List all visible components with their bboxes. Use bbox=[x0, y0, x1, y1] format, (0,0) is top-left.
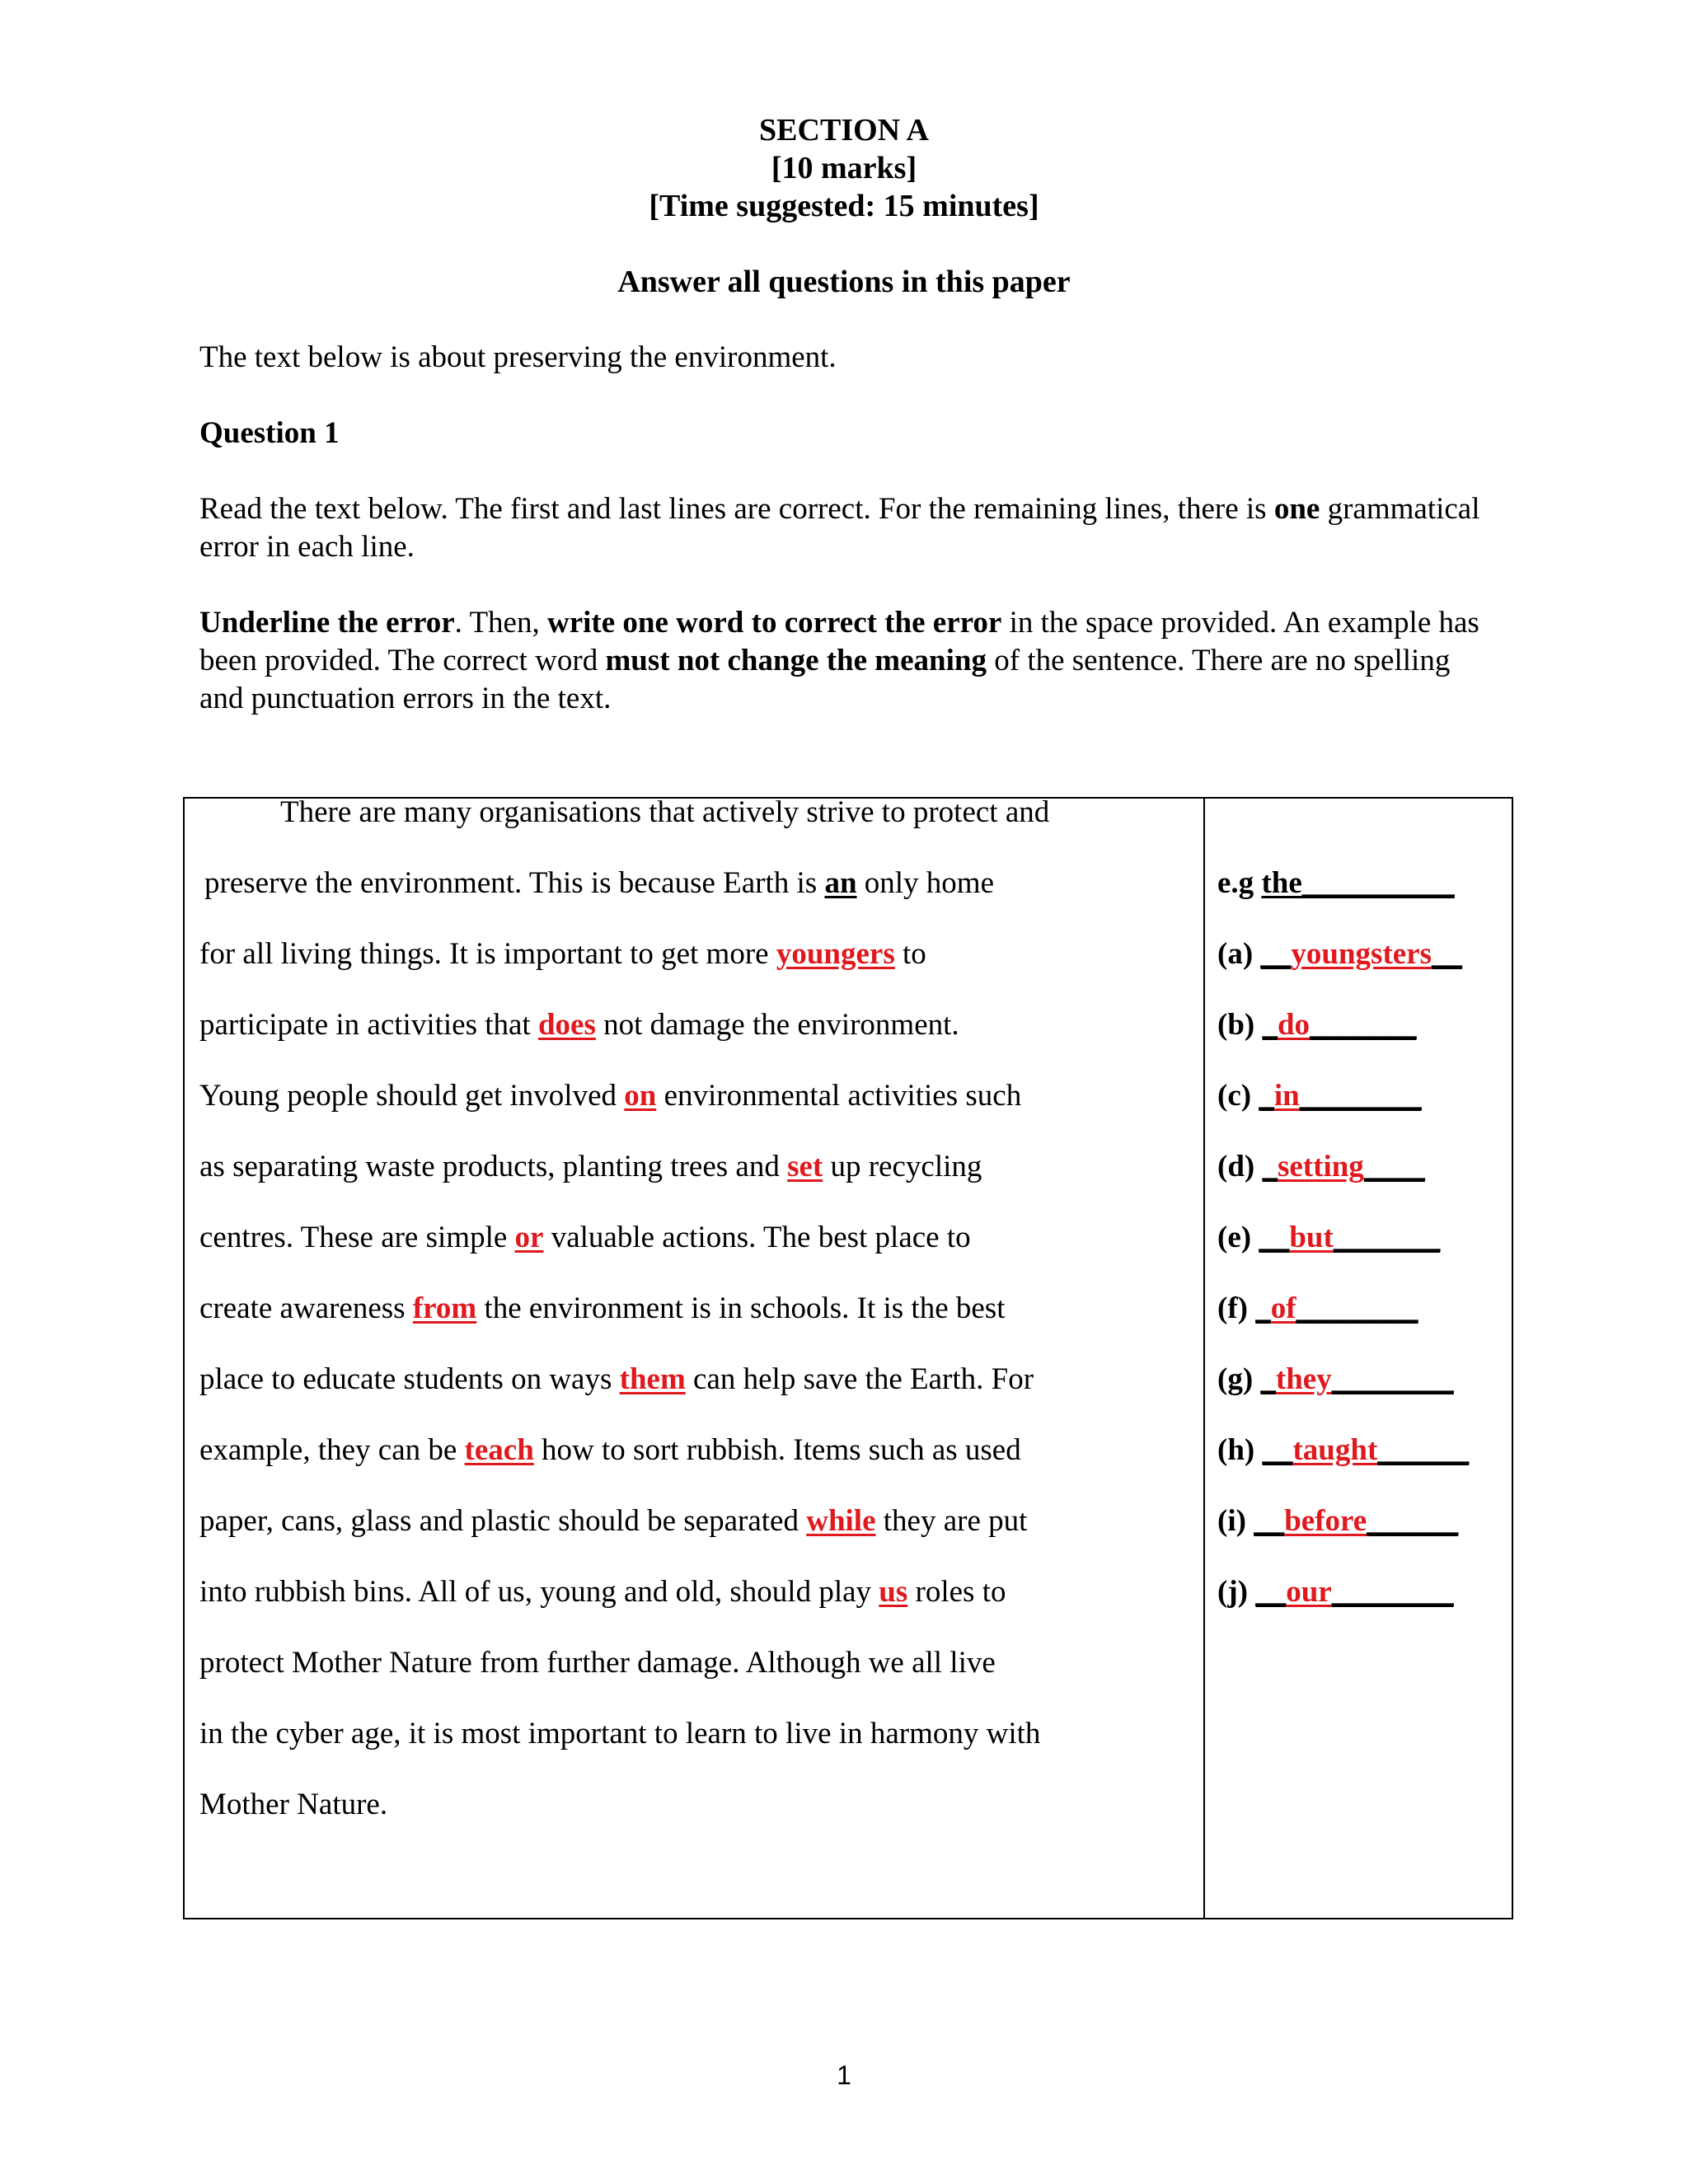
answer-example bbox=[1217, 865, 1455, 902]
instr-text: in the space provided. An example has been provided. The correct word bbox=[199, 606, 1479, 677]
passage-text: can help save the Earth. For bbox=[685, 1362, 1034, 1396]
answer-label: (d) bbox=[1217, 1150, 1263, 1183]
answer-word: setting bbox=[1277, 1150, 1364, 1183]
instr-bold: must not change the meaning bbox=[605, 644, 987, 677]
passage-line-14 bbox=[199, 1715, 1040, 1753]
answer-a bbox=[1217, 935, 1462, 973]
passage-line-13 bbox=[199, 1644, 996, 1682]
passage-text: the environment is in schools. It is the best bbox=[476, 1291, 1006, 1325]
answer-label: e.g bbox=[1217, 866, 1262, 900]
passage-line-12 bbox=[199, 1573, 1006, 1611]
error-word: does bbox=[537, 1008, 596, 1042]
answer-blank: _______ bbox=[1333, 1221, 1441, 1254]
answer-label: (i) bbox=[1217, 1504, 1254, 1538]
answer-word: but bbox=[1289, 1221, 1334, 1254]
passage-text: they are put bbox=[875, 1504, 1028, 1538]
time-suggested: [Time suggested: 15 minutes] bbox=[649, 189, 1039, 223]
answer-blank: __ bbox=[1255, 1575, 1287, 1609]
passage-line-1 bbox=[280, 794, 1049, 832]
passage-text: Mother Nature. bbox=[199, 1788, 388, 1821]
passage-line-9 bbox=[199, 1361, 1034, 1399]
answer-i bbox=[1217, 1502, 1458, 1540]
passage-text: not damage the environment. bbox=[595, 1008, 959, 1042]
passage-text: centres. These are simple bbox=[199, 1221, 515, 1254]
answer-blank: __ bbox=[1259, 1221, 1290, 1254]
answer-blank: ____ bbox=[1363, 1150, 1425, 1183]
answer-label: (j) bbox=[1217, 1575, 1256, 1609]
answer-label: (g) bbox=[1217, 1362, 1261, 1396]
answer-blank: _ bbox=[1255, 1291, 1271, 1325]
answer-label: (e) bbox=[1217, 1221, 1259, 1254]
question-title: Question 1 bbox=[199, 416, 340, 450]
answer-f bbox=[1217, 1290, 1418, 1328]
passage-line-15 bbox=[199, 1786, 387, 1824]
answer-blank: _ bbox=[1260, 1362, 1276, 1396]
passage-line-6 bbox=[199, 1148, 982, 1186]
answer-blank: __ bbox=[1260, 937, 1292, 971]
answer-word: do bbox=[1277, 1008, 1311, 1042]
intro-text: The text below is about preserving the environment. bbox=[199, 340, 837, 374]
passage-line-5 bbox=[199, 1077, 1021, 1115]
answer-label: (h) bbox=[1217, 1433, 1263, 1467]
error-word: from bbox=[412, 1291, 477, 1325]
passage-text: There are many organisations that actively strive to protect and bbox=[280, 795, 1050, 829]
passage-text: place to educate students on ways bbox=[199, 1362, 620, 1396]
passage-text: for all living things. It is important to get more bbox=[199, 937, 776, 971]
passage-text: environmental activities such bbox=[656, 1079, 1022, 1113]
answer-blank: _______ bbox=[1310, 1008, 1417, 1042]
passage-line-7 bbox=[199, 1219, 971, 1257]
answer-blank: __________ bbox=[1301, 866, 1455, 900]
passage-text: valuable actions. The best place to bbox=[543, 1221, 971, 1254]
answer-blank: ________ bbox=[1296, 1291, 1418, 1325]
answer-word: of bbox=[1270, 1291, 1296, 1325]
answer-blank: ______ bbox=[1367, 1504, 1459, 1538]
instr-text: . Then, bbox=[454, 606, 547, 640]
answer-blank: _ bbox=[1262, 1150, 1278, 1183]
marks-label: [10 marks] bbox=[771, 151, 917, 185]
passage-line-2 bbox=[204, 865, 994, 902]
answer-g bbox=[1217, 1361, 1454, 1399]
answer-blank: _ bbox=[1259, 1079, 1274, 1113]
answer-word: they bbox=[1275, 1362, 1332, 1396]
error-word: them bbox=[619, 1362, 686, 1396]
answer-word: the bbox=[1261, 866, 1302, 900]
instr-bold: Underline the error bbox=[199, 606, 455, 640]
instruction-paragraph-1 bbox=[199, 490, 1493, 566]
answer-blank: ________ bbox=[1299, 1079, 1422, 1113]
passage-text: paper, cans, glass and plastic should be separated bbox=[199, 1504, 807, 1538]
instr-text: grammatical error in each line. bbox=[199, 492, 1480, 564]
instr-text: Read the text below. The first and last lines are correct. For the remaining lines, there is bbox=[199, 492, 1274, 526]
answer-h bbox=[1217, 1432, 1469, 1469]
passage-line-10 bbox=[199, 1432, 1021, 1469]
answer-word: our bbox=[1286, 1575, 1332, 1609]
answer-blank: __ bbox=[1262, 1433, 1293, 1467]
example-error-word: an bbox=[824, 866, 857, 900]
error-word: on bbox=[624, 1079, 657, 1113]
answer-blank: __ bbox=[1254, 1504, 1285, 1538]
passage-text: participate in activities that bbox=[199, 1008, 538, 1042]
passage-text: as separating waste products, planting trees and bbox=[199, 1150, 788, 1183]
passage-text: example, they can be bbox=[199, 1433, 465, 1467]
error-word: teach bbox=[464, 1433, 534, 1467]
answer-d bbox=[1217, 1148, 1425, 1186]
instr-bold: one bbox=[1273, 492, 1320, 526]
instr-text: of the sentence. There are no spelling and punctuation errors in the text. bbox=[199, 644, 1451, 715]
answer-b bbox=[1217, 1006, 1417, 1044]
answer-j bbox=[1217, 1573, 1454, 1611]
passage-line-4 bbox=[199, 1006, 959, 1044]
answer-label: (a) bbox=[1217, 937, 1261, 971]
answer-word: taught bbox=[1292, 1433, 1378, 1467]
answer-e bbox=[1217, 1219, 1440, 1257]
passage-line-8 bbox=[199, 1290, 1005, 1328]
error-word: while bbox=[806, 1504, 876, 1538]
passage-text: protect Mother Nature from further damage. Although we all live bbox=[199, 1646, 996, 1680]
answer-blank: ______ bbox=[1377, 1433, 1470, 1467]
passage-text: roles to bbox=[907, 1575, 1006, 1609]
answer-c bbox=[1217, 1077, 1422, 1115]
answer-blank: __ bbox=[1432, 937, 1463, 971]
answer-blank: _ bbox=[1262, 1008, 1278, 1042]
passage-text: Young people should get involved bbox=[199, 1079, 625, 1113]
table-divider bbox=[1203, 797, 1205, 1919]
answer-label: (f) bbox=[1217, 1291, 1256, 1325]
answer-word: before bbox=[1284, 1504, 1367, 1538]
answer-blank: ________ bbox=[1331, 1575, 1454, 1609]
passage-text: how to sort rubbish. Items such as used bbox=[533, 1433, 1021, 1467]
section-title: SECTION A bbox=[759, 113, 929, 148]
passage-text: in the cyber age, it is most important to learn to live in harmony with bbox=[199, 1717, 1041, 1750]
passage-text: up recycling bbox=[823, 1150, 982, 1183]
error-word: us bbox=[879, 1575, 908, 1609]
passage-text: preserve the environment. This is because Earth is bbox=[204, 866, 825, 900]
answer-word: in bbox=[1273, 1079, 1300, 1113]
answer-word: youngsters bbox=[1291, 937, 1432, 971]
answer-label: (b) bbox=[1217, 1008, 1263, 1042]
page-number: 1 bbox=[837, 2060, 851, 2090]
passage-text: only home bbox=[856, 866, 995, 900]
error-word: set bbox=[787, 1150, 823, 1183]
passage-text: to bbox=[894, 937, 926, 971]
answer-label: (c) bbox=[1217, 1079, 1259, 1113]
answer-blank: ________ bbox=[1331, 1362, 1454, 1396]
passage-text: create awareness bbox=[199, 1291, 413, 1325]
error-word: youngers bbox=[776, 937, 895, 971]
passage-line-11 bbox=[199, 1502, 1027, 1540]
passage-text: into rubbish bins. All of us, young and old, should play bbox=[199, 1575, 879, 1609]
passage-line-3 bbox=[199, 935, 926, 973]
error-word: or bbox=[514, 1221, 544, 1254]
instr-bold: write one word to correct the error bbox=[546, 606, 1002, 640]
answer-all-instruction: Answer all questions in this paper bbox=[617, 265, 1071, 299]
instruction-paragraph-2 bbox=[199, 604, 1493, 718]
